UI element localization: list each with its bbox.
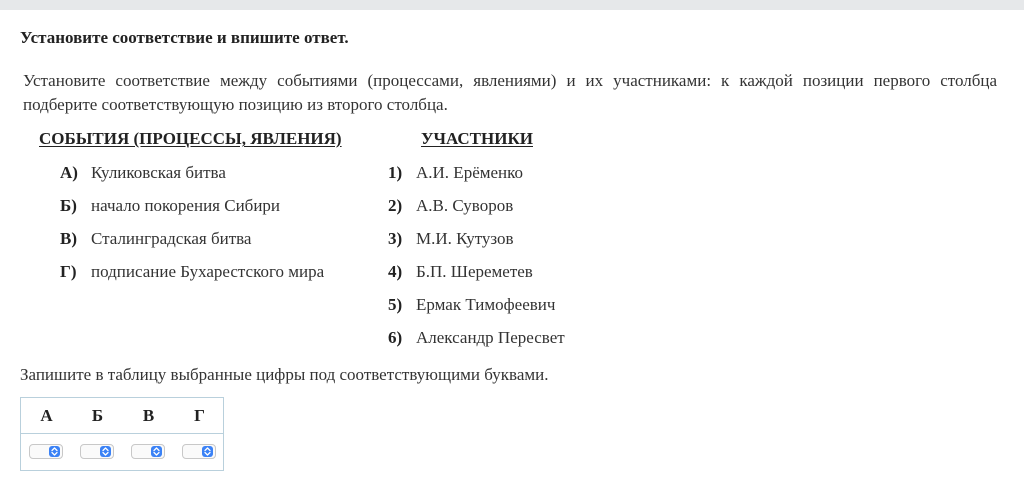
participant-number: 5) [388,295,403,314]
answer-table-header [21,398,223,434]
answer-select-b[interactable] [80,444,114,459]
events-column-title: СОБЫТИЯ (ПРОЦЕССЫ, ЯВЛЕНИЯ) [39,129,342,148]
participant-text: А.В. Суворов [416,196,514,215]
event-text: начало покорения Сибири [91,196,281,215]
participant-number: 1) [388,163,403,182]
task-header: Установите соответствие и впишите ответ. [20,28,349,47]
answer-header-v: В [142,406,155,425]
event-letter: Б) [60,196,77,215]
event-text: подписание Бухарестского мира [91,262,325,281]
event-letter: Г) [60,262,77,281]
participant-number: 2) [388,196,403,215]
answer-select-g[interactable] [182,444,216,459]
select-chevron-icon [100,446,111,457]
participant-text: Александр Пересвет [416,328,565,347]
participant-text: А.И. Ерёменко [416,163,524,182]
event-letter: А) [60,163,78,182]
participants-column-title: УЧАСТНИКИ [421,129,533,148]
event-text: Сталинградская битва [91,229,252,248]
task-intro: Установите соответствие между событиями (процессами, явлениями) и их участниками: к каждой позиции первого столбца подберите соответствующую позицию из второго столбца. [23,71,997,114]
answer-header-g: Г [194,406,205,425]
participant-number: 3) [388,229,403,248]
select-chevron-icon [151,446,162,457]
participant-text: Б.П. Шереметев [416,262,533,281]
participant-text: М.И. Кутузов [416,229,514,248]
answer-header-a: А [40,406,53,425]
answer-header-b: Б [91,406,104,425]
participant-text: Ермак Тимофеевич [416,295,556,314]
answer-select-row [21,434,223,471]
answer-select-v[interactable] [131,444,165,459]
top-bar [0,0,1024,10]
event-letter: В) [60,229,77,248]
answer-instruction: Запишите в таблицу выбранные цифры под соответствующими буквами. [20,365,549,384]
answer-table [20,397,224,471]
select-chevron-icon [202,446,213,457]
select-chevron-icon [49,446,60,457]
participant-number: 4) [388,262,403,281]
answer-select-a[interactable] [29,444,63,459]
participant-number: 6) [388,328,403,347]
event-text: Куликовская битва [91,163,226,182]
